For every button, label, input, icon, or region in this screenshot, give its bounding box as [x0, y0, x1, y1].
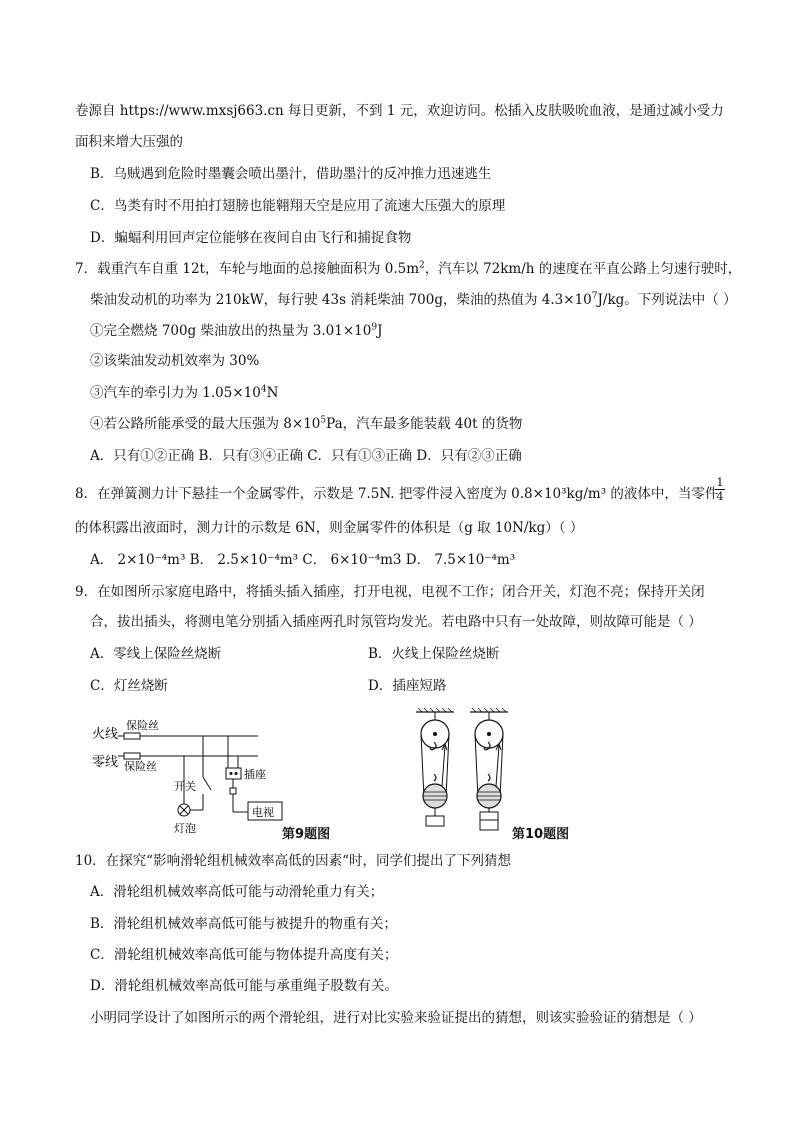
- q7-statement-4: ④若公路所能承受的最大压强为 $8\times 10^5Pa$，汽车最多能装载 40t 的货物: [90, 415, 523, 432]
- figure-9-circuit: [88, 712, 288, 842]
- q8-options: A． 2×10⁻⁴m³ B． 2.5×10⁻⁴m³ C． 6×10⁻⁴m3 D． 7.5×10⁻⁴m³: [90, 552, 516, 568]
- socket-symbol: [226, 768, 241, 779]
- load-block-2b: [480, 820, 498, 830]
- q9-option-c: C．灯丝烧断: [90, 678, 168, 694]
- q10-option-c: C．滑轮组机械效率高低可能与物体提升高度有关；: [90, 947, 398, 963]
- q8-line-2: 的体积露出液面时，测力计的示数是 6N，则金属零件的体积是（g 取 10N/kg）（ ）: [75, 520, 584, 536]
- q9-line-1: 9．在如图所示家庭电路中，将插头插入插座，打开电视，电视不工作；闭合开关，灯泡不亮；保持开关闭: [75, 584, 705, 600]
- live-fuse: [124, 733, 140, 739]
- neutral-wire-label: 零线: [92, 755, 119, 770]
- q10-option-d: D．滑轮组机械效率高低可能与承重绳子股数有关。: [90, 978, 398, 994]
- q7-statement-3: ③汽车的牵引力为 $1.05\times 10^4N$: [90, 384, 279, 401]
- lamp-label: 灯泡: [174, 822, 196, 835]
- load-block-2a: [480, 812, 498, 820]
- header-line: 卷源自 https://www.mxsj663.cn 每日更新，不到 1 元，欢迎访问。松插入皮肤吸吮血液，是通过减小受力: [75, 103, 724, 119]
- load-block-1: [426, 816, 444, 826]
- plug-symbol: [230, 788, 236, 794]
- socket-label: 插座: [244, 768, 266, 781]
- q9-line-2: 合，拔出插头，将测电笔分别插入插座两孔时氖管均发光。若电路中只有一处故障，则故障可能是（ ）: [90, 614, 702, 630]
- q6-continuation: 面积来增大压强的: [75, 134, 183, 150]
- q6-option-d: D．蝙蝠利用回声定位能够在夜间自由飞行和捕捉食物: [90, 230, 412, 246]
- q10-option-a: A．滑轮组机械效率高低可能与动滑轮重力有关；: [90, 884, 384, 900]
- q10-option-b: B．滑轮组机械效率高低可能与被提升的物重有关；: [90, 916, 397, 932]
- q10-line-1: 10．在探究“影响滑轮组机械效率高低的因素“时，同学们提出了下列猜想: [75, 853, 511, 869]
- q9-option-b: B．火线上保险丝烧断: [368, 646, 500, 662]
- q6-option-b: B．乌贼遇到危险时墨囊会喷出墨汁，借助墨汁的反冲推力迅速逃生: [90, 166, 492, 182]
- q9-option-d: D．插座短路: [368, 678, 447, 694]
- neutral-fuse: [124, 753, 140, 759]
- tv-label: 电视: [252, 806, 274, 819]
- q7-statement-2: ②该柴油发动机效率为 30%: [90, 353, 260, 369]
- neutral-fuse-label: 保险丝: [124, 760, 157, 773]
- q8-line-1: 8．在弹簧测力计下悬挂一个金属零件，示数是 7.5N. 把零件浸入密度为 0.8×10³kg/m³ 的液体中，当零件: [75, 486, 719, 502]
- q9-option-a: A．零线上保险丝烧断: [90, 646, 222, 662]
- q7-options: A．只有①②正确 B．只有③④正确 C．只有①③正确 D．只有②③正确: [90, 448, 522, 464]
- q7-line-2: 柴油发动机的功率为 210kW，每行驶 43s 消耗柴油 700g，柴油的热值为 $4.3\times 10^7J/kg$。下列说法中（ ）: [90, 291, 737, 308]
- figure-10-pulleys: [412, 706, 512, 838]
- switch-blade: [203, 777, 211, 790]
- q6-option-c: C．鸟类有时不用拍打翅膀也能翱翔天空是应用了流速大压强大的原理: [90, 198, 506, 214]
- figure-9-caption: 第9题图: [282, 827, 331, 842]
- q10-last-line: 小明同学设计了如图所示的两个滑轮组，进行对比实验来验证提出的猜想，则该实验验证的猜想是（ ）: [90, 1010, 702, 1026]
- q7-statement-1: ①完全燃烧 700g 柴油放出的热量为 $3.01\times 10^9J$: [90, 322, 383, 339]
- q8-fraction: 1 4: [716, 476, 724, 503]
- switch-label: 开关: [174, 780, 196, 793]
- live-fuse-label: 保险丝: [126, 719, 159, 732]
- figure-10-caption: 第10题图: [512, 827, 570, 842]
- q7-line-1: 7．载重汽车自重 12t，车轮与地面的总接触面积为 $0.5m^2$，汽车以 72km/h 的速度在平直公路上匀速行驶时，: [75, 260, 742, 277]
- live-wire-label: 火线: [92, 727, 119, 742]
